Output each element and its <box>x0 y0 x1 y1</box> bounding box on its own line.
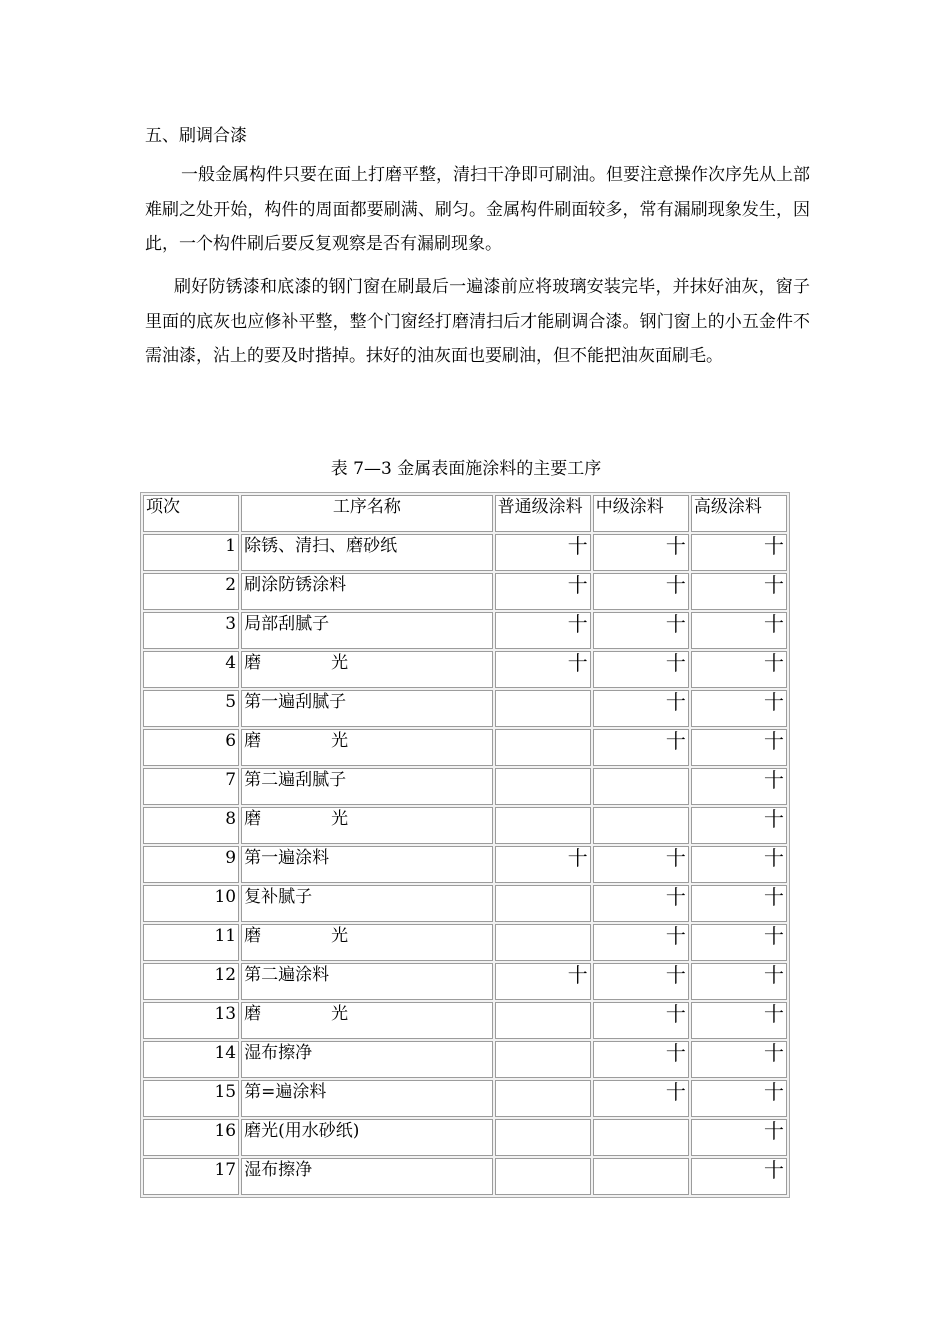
cell-high-grade: 十 <box>691 768 787 805</box>
header-basic-grade: 普通级涂料 <box>495 495 591 532</box>
table-caption: 表 7—3 金属表面施涂料的主要工序 <box>330 459 602 479</box>
cell-basic-grade <box>495 1002 591 1039</box>
cell-high-grade: 十 <box>691 1119 787 1156</box>
cell-process-name <box>241 729 493 766</box>
cell-mid-grade: 十 <box>593 963 689 1000</box>
cell-item-no: 13 <box>143 1002 239 1039</box>
cell-process-name: 第二遍刮腻子 <box>241 768 493 805</box>
cell-mid-grade: 十 <box>593 729 689 766</box>
process-name-part: 磨 <box>244 809 262 829</box>
section-heading: 五、刷调合漆 <box>145 126 247 146</box>
cell-basic-grade: 十 <box>495 612 591 649</box>
process-table <box>140 492 790 1198</box>
table-row <box>143 885 787 922</box>
cell-item-no: 9 <box>143 846 239 883</box>
cell-mid-grade: 十 <box>593 690 689 727</box>
process-name-part: 光 <box>331 653 349 673</box>
cell-mid-grade <box>593 807 689 844</box>
header-high-grade: 高级涂料 <box>691 495 787 532</box>
cell-mid-grade: 十 <box>593 924 689 961</box>
table-row <box>143 1080 787 1117</box>
cell-mid-grade <box>593 1158 689 1195</box>
table-row <box>143 534 787 571</box>
process-name-part: 磨 <box>244 926 262 946</box>
cell-high-grade: 十 <box>691 1080 787 1117</box>
cell-mid-grade: 十 <box>593 534 689 571</box>
cell-process-name: 刷涂防锈涂料 <box>241 573 493 610</box>
cell-high-grade: 十 <box>691 1158 787 1195</box>
cell-item-no: 15 <box>143 1080 239 1117</box>
cell-process-name: 第一遍涂料 <box>241 846 493 883</box>
cell-high-grade: 十 <box>691 573 787 610</box>
table-row <box>143 729 787 766</box>
table-row <box>143 690 787 727</box>
cell-basic-grade <box>495 1158 591 1195</box>
table-row <box>143 1158 787 1195</box>
process-name-part: 磨 <box>244 653 262 673</box>
cell-high-grade: 十 <box>691 729 787 766</box>
cell-mid-grade: 十 <box>593 1080 689 1117</box>
cell-basic-grade <box>495 807 591 844</box>
cell-item-no: 2 <box>143 573 239 610</box>
paragraph-1: 一般金属构件只要在面上打磨平整，清扫干净即可刷油。但要注意操作次序先从上部难刷之处开始，构件的周面都要刷满、刷匀。金属构件刷面较多，常有漏刷现象发生，因此，一个构件刷后要反复观察是否有漏刷现象。 <box>145 165 810 254</box>
header-item-no: 项次 <box>143 495 239 532</box>
cell-item-no: 16 <box>143 1119 239 1156</box>
cell-item-no: 12 <box>143 963 239 1000</box>
cell-process-name: 复补腻子 <box>241 885 493 922</box>
cell-basic-grade: 十 <box>495 963 591 1000</box>
cell-high-grade: 十 <box>691 846 787 883</box>
cell-item-no: 14 <box>143 1041 239 1078</box>
cell-process-name: 第二遍涂料 <box>241 963 493 1000</box>
cell-mid-grade: 十 <box>593 1002 689 1039</box>
table-row <box>143 1119 787 1156</box>
cell-process-name <box>241 924 493 961</box>
cell-item-no: 1 <box>143 534 239 571</box>
cell-high-grade: 十 <box>691 1002 787 1039</box>
cell-process-name: 湿布擦净 <box>241 1041 493 1078</box>
process-name-part: 磨 <box>244 731 262 751</box>
table-row <box>143 924 787 961</box>
cell-process-name <box>241 1002 493 1039</box>
cell-basic-grade <box>495 729 591 766</box>
process-name-part: 光 <box>331 809 349 829</box>
cell-mid-grade: 十 <box>593 573 689 610</box>
header-mid-grade: 中级涂料 <box>593 495 689 532</box>
cell-high-grade: 十 <box>691 534 787 571</box>
cell-process-name: 磨光(用水砂纸) <box>241 1119 493 1156</box>
cell-basic-grade: 十 <box>495 651 591 688</box>
cell-high-grade: 十 <box>691 807 787 844</box>
cell-mid-grade: 十 <box>593 651 689 688</box>
cell-item-no: 17 <box>143 1158 239 1195</box>
table-row <box>143 1002 787 1039</box>
table-row <box>143 573 787 610</box>
cell-mid-grade <box>593 1119 689 1156</box>
process-name-part: 光 <box>331 731 349 751</box>
cell-process-name: 第=遍涂料 <box>241 1080 493 1117</box>
cell-high-grade: 十 <box>691 963 787 1000</box>
cell-high-grade: 十 <box>691 885 787 922</box>
cell-basic-grade: 十 <box>495 573 591 610</box>
cell-item-no: 6 <box>143 729 239 766</box>
cell-basic-grade <box>495 885 591 922</box>
cell-process-name: 湿布擦净 <box>241 1158 493 1195</box>
cell-basic-grade <box>495 1080 591 1117</box>
table-row <box>143 768 787 805</box>
cell-basic-grade <box>495 690 591 727</box>
cell-item-no: 10 <box>143 885 239 922</box>
cell-basic-grade: 十 <box>495 846 591 883</box>
table-row <box>143 846 787 883</box>
cell-basic-grade: 十 <box>495 534 591 571</box>
header-process-name: 工序名称 <box>241 495 493 532</box>
cell-item-no: 4 <box>143 651 239 688</box>
cell-process-name <box>241 807 493 844</box>
table-row <box>143 963 787 1000</box>
cell-item-no: 11 <box>143 924 239 961</box>
paragraph-2: 刷好防锈漆和底漆的钢门窗在刷最后一遍漆前应将玻璃安装完毕，并抹好油灰，窗子里面的底灰也应修补平整，整个门窗经打磨清扫后才能刷调合漆。钢门窗上的小五金件不需油漆，沾上的要及时揩掉。抹好的油灰面也要刷油，但不能把油灰面刷毛。 <box>145 277 810 366</box>
cell-process-name: 第一遍刮腻子 <box>241 690 493 727</box>
cell-process-name: 局部刮腻子 <box>241 612 493 649</box>
cell-item-no: 7 <box>143 768 239 805</box>
cell-high-grade: 十 <box>691 924 787 961</box>
cell-mid-grade: 十 <box>593 846 689 883</box>
cell-basic-grade <box>495 1119 591 1156</box>
cell-process-name: 除锈、清扫、磨砂纸 <box>241 534 493 571</box>
cell-high-grade: 十 <box>691 612 787 649</box>
cell-high-grade: 十 <box>691 1041 787 1078</box>
cell-process-name <box>241 651 493 688</box>
cell-item-no: 5 <box>143 690 239 727</box>
cell-high-grade: 十 <box>691 690 787 727</box>
cell-mid-grade: 十 <box>593 612 689 649</box>
cell-item-no: 8 <box>143 807 239 844</box>
process-name-part: 磨 <box>244 1004 262 1024</box>
cell-mid-grade: 十 <box>593 1041 689 1078</box>
cell-basic-grade <box>495 924 591 961</box>
cell-mid-grade <box>593 768 689 805</box>
process-name-part: 光 <box>331 1004 349 1024</box>
cell-basic-grade <box>495 768 591 805</box>
table-row <box>143 1041 787 1078</box>
process-name-part: 光 <box>331 926 349 946</box>
table-header-row <box>143 495 787 532</box>
cell-mid-grade: 十 <box>593 885 689 922</box>
table-row <box>143 651 787 688</box>
table-row <box>143 612 787 649</box>
cell-basic-grade <box>495 1041 591 1078</box>
table-row <box>143 807 787 844</box>
cell-high-grade: 十 <box>691 651 787 688</box>
cell-item-no: 3 <box>143 612 239 649</box>
